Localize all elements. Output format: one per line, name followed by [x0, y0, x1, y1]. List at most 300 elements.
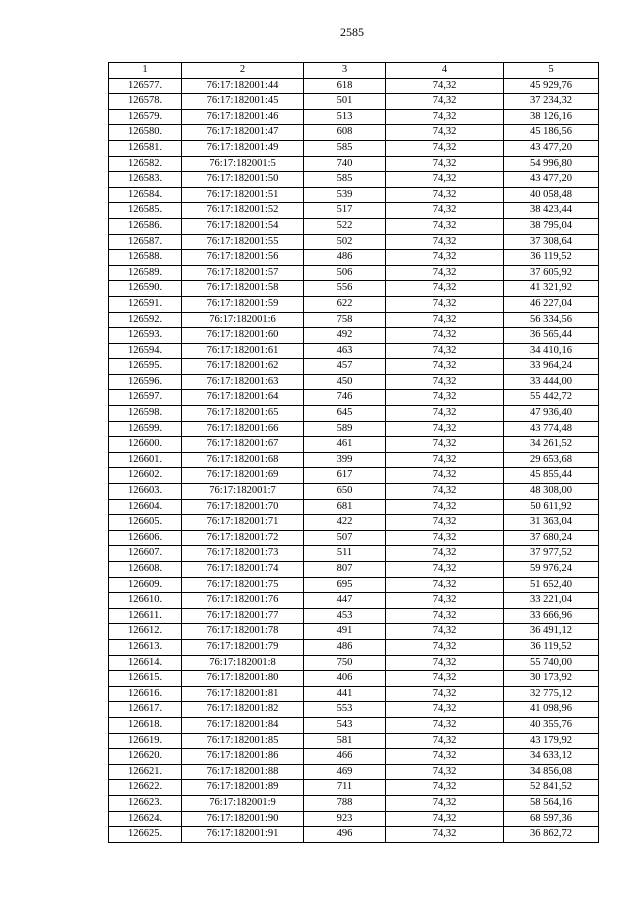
rate-cell: 74,32 — [386, 468, 504, 484]
row-number-cell: 126619. — [109, 733, 182, 749]
amount-cell: 54 996,80 — [504, 156, 599, 172]
rate-cell: 74,32 — [386, 265, 504, 281]
row-number-cell: 126615. — [109, 671, 182, 687]
table-row — [109, 671, 599, 687]
amount-cell: 30 173,92 — [504, 671, 599, 687]
cadastral-number-cell: 76:17:182001:90 — [182, 811, 304, 827]
rate-cell: 74,32 — [386, 484, 504, 500]
table-row — [109, 717, 599, 733]
row-number-cell: 126602. — [109, 468, 182, 484]
table-row — [109, 437, 599, 453]
amount-cell: 48 308,00 — [504, 484, 599, 500]
amount-cell: 41 321,92 — [504, 281, 599, 297]
area-cell: 589 — [304, 421, 386, 437]
cadastral-number-cell: 76:17:182001:45 — [182, 94, 304, 110]
cadastral-number-cell: 76:17:182001:81 — [182, 686, 304, 702]
rate-cell: 74,32 — [386, 639, 504, 655]
rate-cell: 74,32 — [386, 125, 504, 141]
column-header-5: 5 — [504, 63, 599, 79]
amount-cell: 36 565,44 — [504, 328, 599, 344]
rate-cell: 74,32 — [386, 795, 504, 811]
row-number-cell: 126608. — [109, 562, 182, 578]
column-header-2: 2 — [182, 63, 304, 79]
row-number-cell: 126588. — [109, 250, 182, 266]
cadastral-number-cell: 76:17:182001:69 — [182, 468, 304, 484]
row-number-cell: 126612. — [109, 624, 182, 640]
table-row — [109, 156, 599, 172]
rate-cell: 74,32 — [386, 250, 504, 266]
page-number: 2585 — [340, 25, 364, 39]
area-cell: 450 — [304, 374, 386, 390]
row-number-cell: 126594. — [109, 343, 182, 359]
table-row — [109, 296, 599, 312]
row-number-cell: 126610. — [109, 593, 182, 609]
row-number-cell: 126596. — [109, 374, 182, 390]
table-row — [109, 639, 599, 655]
area-cell: 506 — [304, 265, 386, 281]
area-cell: 492 — [304, 328, 386, 344]
area-cell: 695 — [304, 577, 386, 593]
column-header-4: 4 — [386, 63, 504, 79]
table-row — [109, 125, 599, 141]
rate-cell: 74,32 — [386, 608, 504, 624]
row-number-cell: 126592. — [109, 312, 182, 328]
rate-cell: 74,32 — [386, 328, 504, 344]
table-row — [109, 530, 599, 546]
table-row — [109, 421, 599, 437]
row-number-cell: 126595. — [109, 359, 182, 375]
area-cell: 522 — [304, 218, 386, 234]
cadastral-number-cell: 76:17:182001:57 — [182, 265, 304, 281]
table-row — [109, 343, 599, 359]
amount-cell: 33 221,04 — [504, 593, 599, 609]
area-cell: 617 — [304, 468, 386, 484]
rate-cell: 74,32 — [386, 94, 504, 110]
amount-cell: 40 058,48 — [504, 187, 599, 203]
row-number-cell: 126593. — [109, 328, 182, 344]
area-cell: 553 — [304, 702, 386, 718]
rate-cell: 74,32 — [386, 577, 504, 593]
area-cell: 750 — [304, 655, 386, 671]
amount-cell: 38 126,16 — [504, 109, 599, 125]
rate-cell: 74,32 — [386, 421, 504, 437]
amount-cell: 32 775,12 — [504, 686, 599, 702]
rate-cell: 74,32 — [386, 437, 504, 453]
amount-cell: 41 098,96 — [504, 702, 599, 718]
rate-cell: 74,32 — [386, 717, 504, 733]
row-number-cell: 126606. — [109, 530, 182, 546]
cadastral-number-cell: 76:17:182001:49 — [182, 140, 304, 156]
row-number-cell: 126584. — [109, 187, 182, 203]
table-header-row — [109, 63, 599, 79]
amount-cell: 37 308,64 — [504, 234, 599, 250]
table-row — [109, 624, 599, 640]
area-cell: 650 — [304, 484, 386, 500]
table-row — [109, 795, 599, 811]
amount-cell: 34 856,08 — [504, 764, 599, 780]
cadastral-number-cell: 76:17:182001:72 — [182, 530, 304, 546]
table-row — [109, 515, 599, 531]
table-row — [109, 281, 599, 297]
amount-cell: 47 936,40 — [504, 406, 599, 422]
amount-cell: 43 477,20 — [504, 172, 599, 188]
table-row — [109, 749, 599, 765]
area-cell: 711 — [304, 780, 386, 796]
cadastral-number-cell: 76:17:182001:75 — [182, 577, 304, 593]
cadastral-number-cell: 76:17:182001:88 — [182, 764, 304, 780]
row-number-cell: 126623. — [109, 795, 182, 811]
amount-cell: 55 442,72 — [504, 390, 599, 406]
rate-cell: 74,32 — [386, 234, 504, 250]
cadastral-number-cell: 76:17:182001:74 — [182, 562, 304, 578]
amount-cell: 38 795,04 — [504, 218, 599, 234]
cadastral-number-cell: 76:17:182001:82 — [182, 702, 304, 718]
area-cell: 441 — [304, 686, 386, 702]
cadastral-number-cell: 76:17:182001:50 — [182, 172, 304, 188]
amount-cell: 34 261,52 — [504, 437, 599, 453]
rate-cell: 74,32 — [386, 406, 504, 422]
area-cell: 502 — [304, 234, 386, 250]
table-row — [109, 593, 599, 609]
cadastral-number-cell: 76:17:182001:73 — [182, 546, 304, 562]
cadastral-number-cell: 76:17:182001:51 — [182, 187, 304, 203]
table-row — [109, 203, 599, 219]
row-number-cell: 126600. — [109, 437, 182, 453]
cadastral-number-cell: 76:17:182001:44 — [182, 78, 304, 94]
cadastral-number-cell: 76:17:182001:5 — [182, 156, 304, 172]
table-row — [109, 94, 599, 110]
table-row — [109, 484, 599, 500]
rate-cell: 74,32 — [386, 78, 504, 94]
area-cell: 513 — [304, 109, 386, 125]
area-cell: 539 — [304, 187, 386, 203]
table-row — [109, 686, 599, 702]
amount-cell: 45 855,44 — [504, 468, 599, 484]
rate-cell: 74,32 — [386, 109, 504, 125]
area-cell: 758 — [304, 312, 386, 328]
table-row — [109, 577, 599, 593]
amount-cell: 34 633,12 — [504, 749, 599, 765]
row-number-cell: 126577. — [109, 78, 182, 94]
cadastral-number-cell: 76:17:182001:46 — [182, 109, 304, 125]
area-cell: 681 — [304, 499, 386, 515]
cadastral-number-cell: 76:17:182001:79 — [182, 639, 304, 655]
row-number-cell: 126605. — [109, 515, 182, 531]
rate-cell: 74,32 — [386, 702, 504, 718]
row-number-cell: 126604. — [109, 499, 182, 515]
table-row — [109, 764, 599, 780]
table-row — [109, 250, 599, 266]
row-number-cell: 126616. — [109, 686, 182, 702]
rate-cell: 74,32 — [386, 343, 504, 359]
area-cell: 461 — [304, 437, 386, 453]
amount-cell: 68 597,36 — [504, 811, 599, 827]
rate-cell: 74,32 — [386, 593, 504, 609]
amount-cell: 36 119,52 — [504, 250, 599, 266]
area-cell: 511 — [304, 546, 386, 562]
amount-cell: 58 564,16 — [504, 795, 599, 811]
area-cell: 923 — [304, 811, 386, 827]
rate-cell: 74,32 — [386, 187, 504, 203]
row-number-cell: 126618. — [109, 717, 182, 733]
row-number-cell: 126607. — [109, 546, 182, 562]
table-row — [109, 562, 599, 578]
amount-cell: 52 841,52 — [504, 780, 599, 796]
rate-cell: 74,32 — [386, 749, 504, 765]
amount-cell: 37 977,52 — [504, 546, 599, 562]
cadastral-number-cell: 76:17:182001:54 — [182, 218, 304, 234]
row-number-cell: 126583. — [109, 172, 182, 188]
row-number-cell: 126621. — [109, 764, 182, 780]
area-cell: 543 — [304, 717, 386, 733]
row-number-cell: 126617. — [109, 702, 182, 718]
amount-cell: 43 179,92 — [504, 733, 599, 749]
row-number-cell: 126580. — [109, 125, 182, 141]
table-row — [109, 827, 599, 843]
table-row — [109, 452, 599, 468]
area-cell: 581 — [304, 733, 386, 749]
amount-cell: 29 653,68 — [504, 452, 599, 468]
area-cell: 501 — [304, 94, 386, 110]
area-cell: 585 — [304, 172, 386, 188]
cadastral-number-cell: 76:17:182001:76 — [182, 593, 304, 609]
cadastral-number-cell: 76:17:182001:64 — [182, 390, 304, 406]
area-cell: 622 — [304, 296, 386, 312]
amount-cell: 33 444,00 — [504, 374, 599, 390]
row-number-cell: 126624. — [109, 811, 182, 827]
area-cell: 399 — [304, 452, 386, 468]
amount-cell: 31 363,04 — [504, 515, 599, 531]
table-row — [109, 359, 599, 375]
cadastral-number-cell: 76:17:182001:61 — [182, 343, 304, 359]
rate-cell: 74,32 — [386, 499, 504, 515]
rate-cell: 74,32 — [386, 281, 504, 297]
cadastral-number-cell: 76:17:182001:84 — [182, 717, 304, 733]
area-cell: 645 — [304, 406, 386, 422]
cadastral-number-cell: 76:17:182001:56 — [182, 250, 304, 266]
cadastral-number-cell: 76:17:182001:63 — [182, 374, 304, 390]
amount-cell: 43 774,48 — [504, 421, 599, 437]
area-cell: 496 — [304, 827, 386, 843]
amount-cell: 51 652,40 — [504, 577, 599, 593]
row-number-cell: 126578. — [109, 94, 182, 110]
row-number-cell: 126614. — [109, 655, 182, 671]
row-number-cell: 126611. — [109, 608, 182, 624]
table-row — [109, 406, 599, 422]
table-row — [109, 655, 599, 671]
area-cell: 486 — [304, 250, 386, 266]
area-cell: 517 — [304, 203, 386, 219]
table-row — [109, 218, 599, 234]
cadastral-number-cell: 76:17:182001:62 — [182, 359, 304, 375]
area-cell: 740 — [304, 156, 386, 172]
table-row — [109, 312, 599, 328]
row-number-cell: 126591. — [109, 296, 182, 312]
cadastral-number-cell: 76:17:182001:8 — [182, 655, 304, 671]
table-row — [109, 499, 599, 515]
cadastral-number-cell: 76:17:182001:86 — [182, 749, 304, 765]
row-number-cell: 126599. — [109, 421, 182, 437]
rate-cell: 74,32 — [386, 156, 504, 172]
rate-cell: 74,32 — [386, 296, 504, 312]
rate-cell: 74,32 — [386, 733, 504, 749]
cadastral-number-cell: 76:17:182001:68 — [182, 452, 304, 468]
cadastral-number-cell: 76:17:182001:6 — [182, 312, 304, 328]
area-cell: 556 — [304, 281, 386, 297]
cadastral-number-cell: 76:17:182001:66 — [182, 421, 304, 437]
area-cell: 507 — [304, 530, 386, 546]
rate-cell: 74,32 — [386, 140, 504, 156]
row-number-cell: 126585. — [109, 203, 182, 219]
cadastral-number-cell: 76:17:182001:58 — [182, 281, 304, 297]
area-cell: 469 — [304, 764, 386, 780]
rate-cell: 74,32 — [386, 780, 504, 796]
amount-cell: 50 611,92 — [504, 499, 599, 515]
column-header-1: 1 — [109, 63, 182, 79]
cadastral-number-cell: 76:17:182001:55 — [182, 234, 304, 250]
cadastral-number-cell: 76:17:182001:52 — [182, 203, 304, 219]
table-row — [109, 468, 599, 484]
cadastral-number-cell: 76:17:182001:60 — [182, 328, 304, 344]
area-cell: 746 — [304, 390, 386, 406]
cadastral-number-cell: 76:17:182001:80 — [182, 671, 304, 687]
amount-cell: 33 964,24 — [504, 359, 599, 375]
rate-cell: 74,32 — [386, 390, 504, 406]
area-cell: 406 — [304, 671, 386, 687]
table-row — [109, 780, 599, 796]
amount-cell: 36 862,72 — [504, 827, 599, 843]
row-number-cell: 126620. — [109, 749, 182, 765]
amount-cell: 45 929,76 — [504, 78, 599, 94]
amount-cell: 59 976,24 — [504, 562, 599, 578]
amount-cell: 37 234,32 — [504, 94, 599, 110]
table-row — [109, 140, 599, 156]
cadastral-number-cell: 76:17:182001:9 — [182, 795, 304, 811]
cadastral-number-cell: 76:17:182001:70 — [182, 499, 304, 515]
rate-cell: 74,32 — [386, 546, 504, 562]
cadastral-number-cell: 76:17:182001:7 — [182, 484, 304, 500]
rate-cell: 74,32 — [386, 530, 504, 546]
row-number-cell: 126590. — [109, 281, 182, 297]
cadastral-number-cell: 76:17:182001:91 — [182, 827, 304, 843]
area-cell: 453 — [304, 608, 386, 624]
rate-cell: 74,32 — [386, 452, 504, 468]
amount-cell: 46 227,04 — [504, 296, 599, 312]
area-cell: 486 — [304, 639, 386, 655]
table-row — [109, 109, 599, 125]
amount-cell: 36 491,12 — [504, 624, 599, 640]
rate-cell: 74,32 — [386, 827, 504, 843]
table-body — [109, 78, 599, 842]
row-number-cell: 126587. — [109, 234, 182, 250]
rate-cell: 74,32 — [386, 172, 504, 188]
amount-cell: 56 334,56 — [504, 312, 599, 328]
row-number-cell: 126597. — [109, 390, 182, 406]
area-cell: 608 — [304, 125, 386, 141]
table-row — [109, 78, 599, 94]
area-cell: 788 — [304, 795, 386, 811]
amount-cell: 40 355,76 — [504, 717, 599, 733]
amount-cell: 33 666,96 — [504, 608, 599, 624]
amount-cell: 38 423,44 — [504, 203, 599, 219]
area-cell: 585 — [304, 140, 386, 156]
table-row — [109, 608, 599, 624]
area-cell: 457 — [304, 359, 386, 375]
column-header-3: 3 — [304, 63, 386, 79]
row-number-cell: 126603. — [109, 484, 182, 500]
row-number-cell: 126581. — [109, 140, 182, 156]
rate-cell: 74,32 — [386, 764, 504, 780]
row-number-cell: 126601. — [109, 452, 182, 468]
rate-cell: 74,32 — [386, 671, 504, 687]
rate-cell: 74,32 — [386, 686, 504, 702]
table-row — [109, 328, 599, 344]
row-number-cell: 126579. — [109, 109, 182, 125]
amount-cell: 37 605,92 — [504, 265, 599, 281]
area-cell: 422 — [304, 515, 386, 531]
amount-cell: 36 119,52 — [504, 639, 599, 655]
row-number-cell: 126622. — [109, 780, 182, 796]
table-row — [109, 172, 599, 188]
table-row — [109, 374, 599, 390]
cadastral-number-cell: 76:17:182001:71 — [182, 515, 304, 531]
cadastral-number-cell: 76:17:182001:47 — [182, 125, 304, 141]
row-number-cell: 126625. — [109, 827, 182, 843]
cadastral-number-cell: 76:17:182001:67 — [182, 437, 304, 453]
table-row — [109, 811, 599, 827]
area-cell: 466 — [304, 749, 386, 765]
rate-cell: 74,32 — [386, 811, 504, 827]
table-row — [109, 265, 599, 281]
cadastral-number-cell: 76:17:182001:59 — [182, 296, 304, 312]
cadastral-number-cell: 76:17:182001:89 — [182, 780, 304, 796]
row-number-cell: 126598. — [109, 406, 182, 422]
area-cell: 618 — [304, 78, 386, 94]
rate-cell: 74,32 — [386, 655, 504, 671]
cadastral-number-cell: 76:17:182001:65 — [182, 406, 304, 422]
amount-cell: 43 477,20 — [504, 140, 599, 156]
area-cell: 447 — [304, 593, 386, 609]
rate-cell: 74,32 — [386, 312, 504, 328]
rate-cell: 74,32 — [386, 624, 504, 640]
rate-cell: 74,32 — [386, 562, 504, 578]
row-number-cell: 126586. — [109, 218, 182, 234]
rate-cell: 74,32 — [386, 515, 504, 531]
row-number-cell: 126582. — [109, 156, 182, 172]
area-cell: 463 — [304, 343, 386, 359]
row-number-cell: 126589. — [109, 265, 182, 281]
area-cell: 807 — [304, 562, 386, 578]
amount-cell: 45 186,56 — [504, 125, 599, 141]
table-row — [109, 234, 599, 250]
amount-cell: 34 410,16 — [504, 343, 599, 359]
rate-cell: 74,32 — [386, 203, 504, 219]
row-number-cell: 126613. — [109, 639, 182, 655]
table-row — [109, 187, 599, 203]
table-row — [109, 546, 599, 562]
table-row — [109, 733, 599, 749]
cadastral-number-cell: 76:17:182001:78 — [182, 624, 304, 640]
table-row — [109, 702, 599, 718]
cadastral-number-cell: 76:17:182001:77 — [182, 608, 304, 624]
table-row — [109, 390, 599, 406]
rate-cell: 74,32 — [386, 359, 504, 375]
amount-cell: 37 680,24 — [504, 530, 599, 546]
cadastral-number-cell: 76:17:182001:85 — [182, 733, 304, 749]
amount-cell: 55 740,00 — [504, 655, 599, 671]
row-number-cell: 126609. — [109, 577, 182, 593]
area-cell: 491 — [304, 624, 386, 640]
